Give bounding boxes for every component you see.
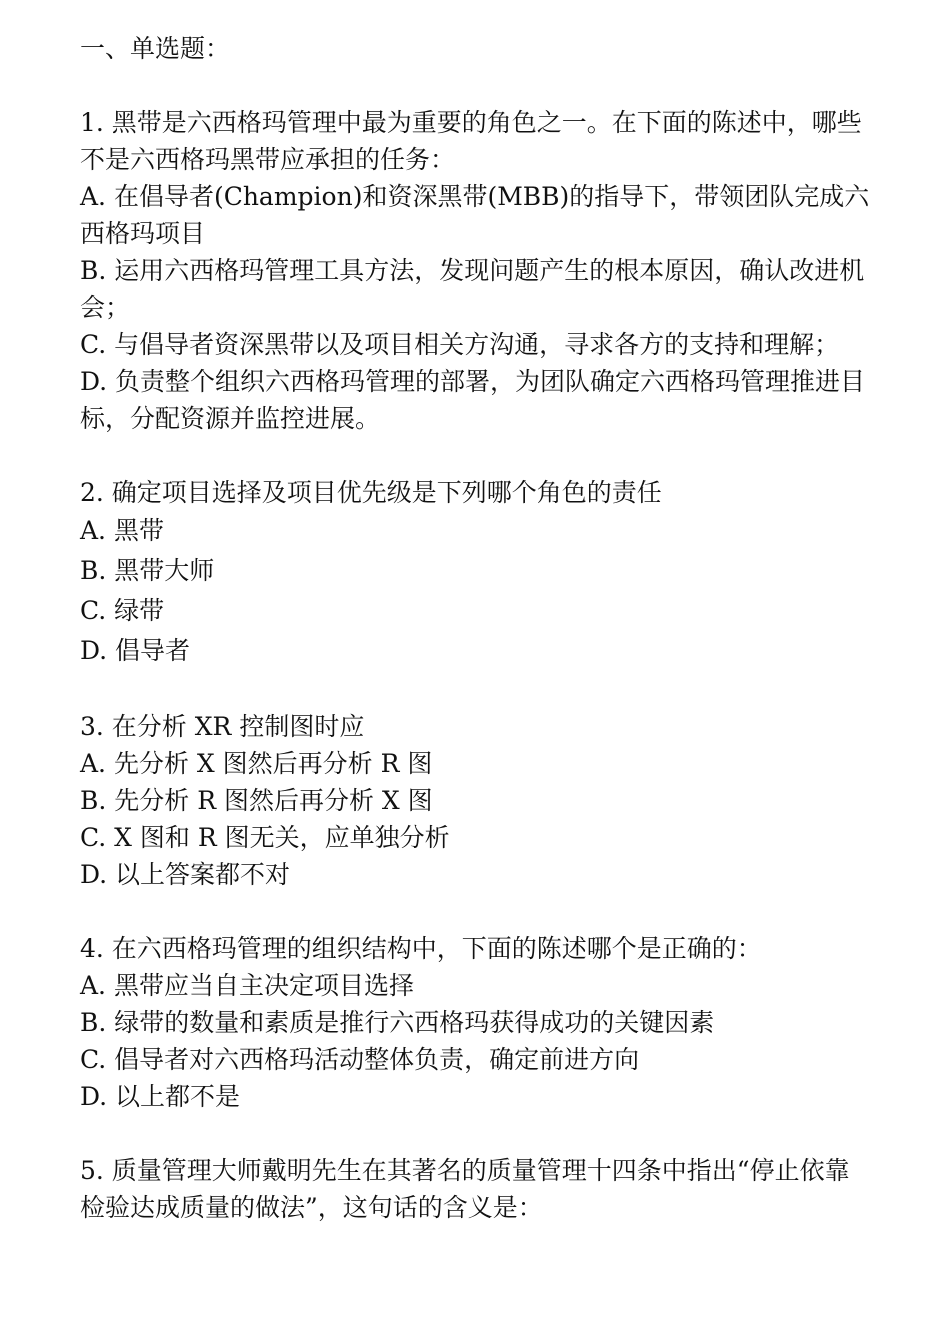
option-list — [80, 967, 870, 1115]
question-3 — [80, 708, 870, 893]
question-stem: 3. 在分析 XR 控制图时应 — [80, 712, 365, 741]
option-a: A. 黑带 — [80, 516, 164, 545]
option-list — [80, 178, 870, 437]
question-1 — [80, 104, 870, 437]
option-list — [80, 745, 870, 893]
question-2 — [80, 474, 870, 671]
option-a: A. 黑带应当自主决定项目选择 — [80, 971, 414, 1000]
option-c: C. 与倡导者资深黑带以及项目相关方沟通，寻求各方的支持和理解； — [80, 330, 840, 359]
option-a: A. 先分析 X 图然后再分析 R 图 — [80, 749, 433, 778]
option-b: B. 黑带大师 — [80, 556, 215, 585]
option-c: C. X 图和 R 图无关，应单独分析 — [80, 823, 450, 852]
question-5 — [80, 1152, 870, 1226]
question-4 — [80, 930, 870, 1115]
option-b: B. 绿带的数量和素质是推行六西格玛获得成功的关键因素 — [80, 1008, 715, 1037]
section-title: 一、单选题： — [80, 34, 231, 63]
option-c: C. 倡导者对六西格玛活动整体负责，确定前进方向 — [80, 1045, 640, 1074]
option-d: D. 负责整个组织六西格玛管理的部署，为团队确定六西格玛管理推进目标，分配资源并监控进展。 — [80, 367, 866, 433]
question-stem: 1. 黑带是六西格玛管理中最为重要的角色之一。在下面的陈述中，哪些不是六西格玛黑带应承担的任务： — [80, 108, 862, 174]
question-stem: 5. 质量管理大师戴明先生在其著名的质量管理十四条中指出“停止依靠检验达成质量的做法”，这句话的含义是： — [80, 1156, 850, 1222]
option-a: A. 在倡导者(Champion)和资深黑带(MBB)的指导下，带领团队完成六西格玛项目 — [80, 182, 870, 248]
question-stem: 4. 在六西格玛管理的组织结构中，下面的陈述哪个是正确的： — [80, 934, 762, 963]
option-b: B. 先分析 R 图然后再分析 X 图 — [80, 786, 433, 815]
option-c: C. 绿带 — [80, 596, 165, 625]
option-list — [80, 511, 870, 671]
option-b: B. 运用六西格玛管理工具方法，发现问题产生的根本原因，确认改进机会； — [80, 256, 865, 322]
question-stem: 2. 确定项目选择及项目优先级是下列哪个角色的责任 — [80, 478, 662, 507]
option-d: D. 倡导者 — [80, 636, 191, 665]
option-d: D. 以上都不是 — [80, 1082, 241, 1111]
option-d: D. 以上答案都不对 — [80, 860, 291, 889]
